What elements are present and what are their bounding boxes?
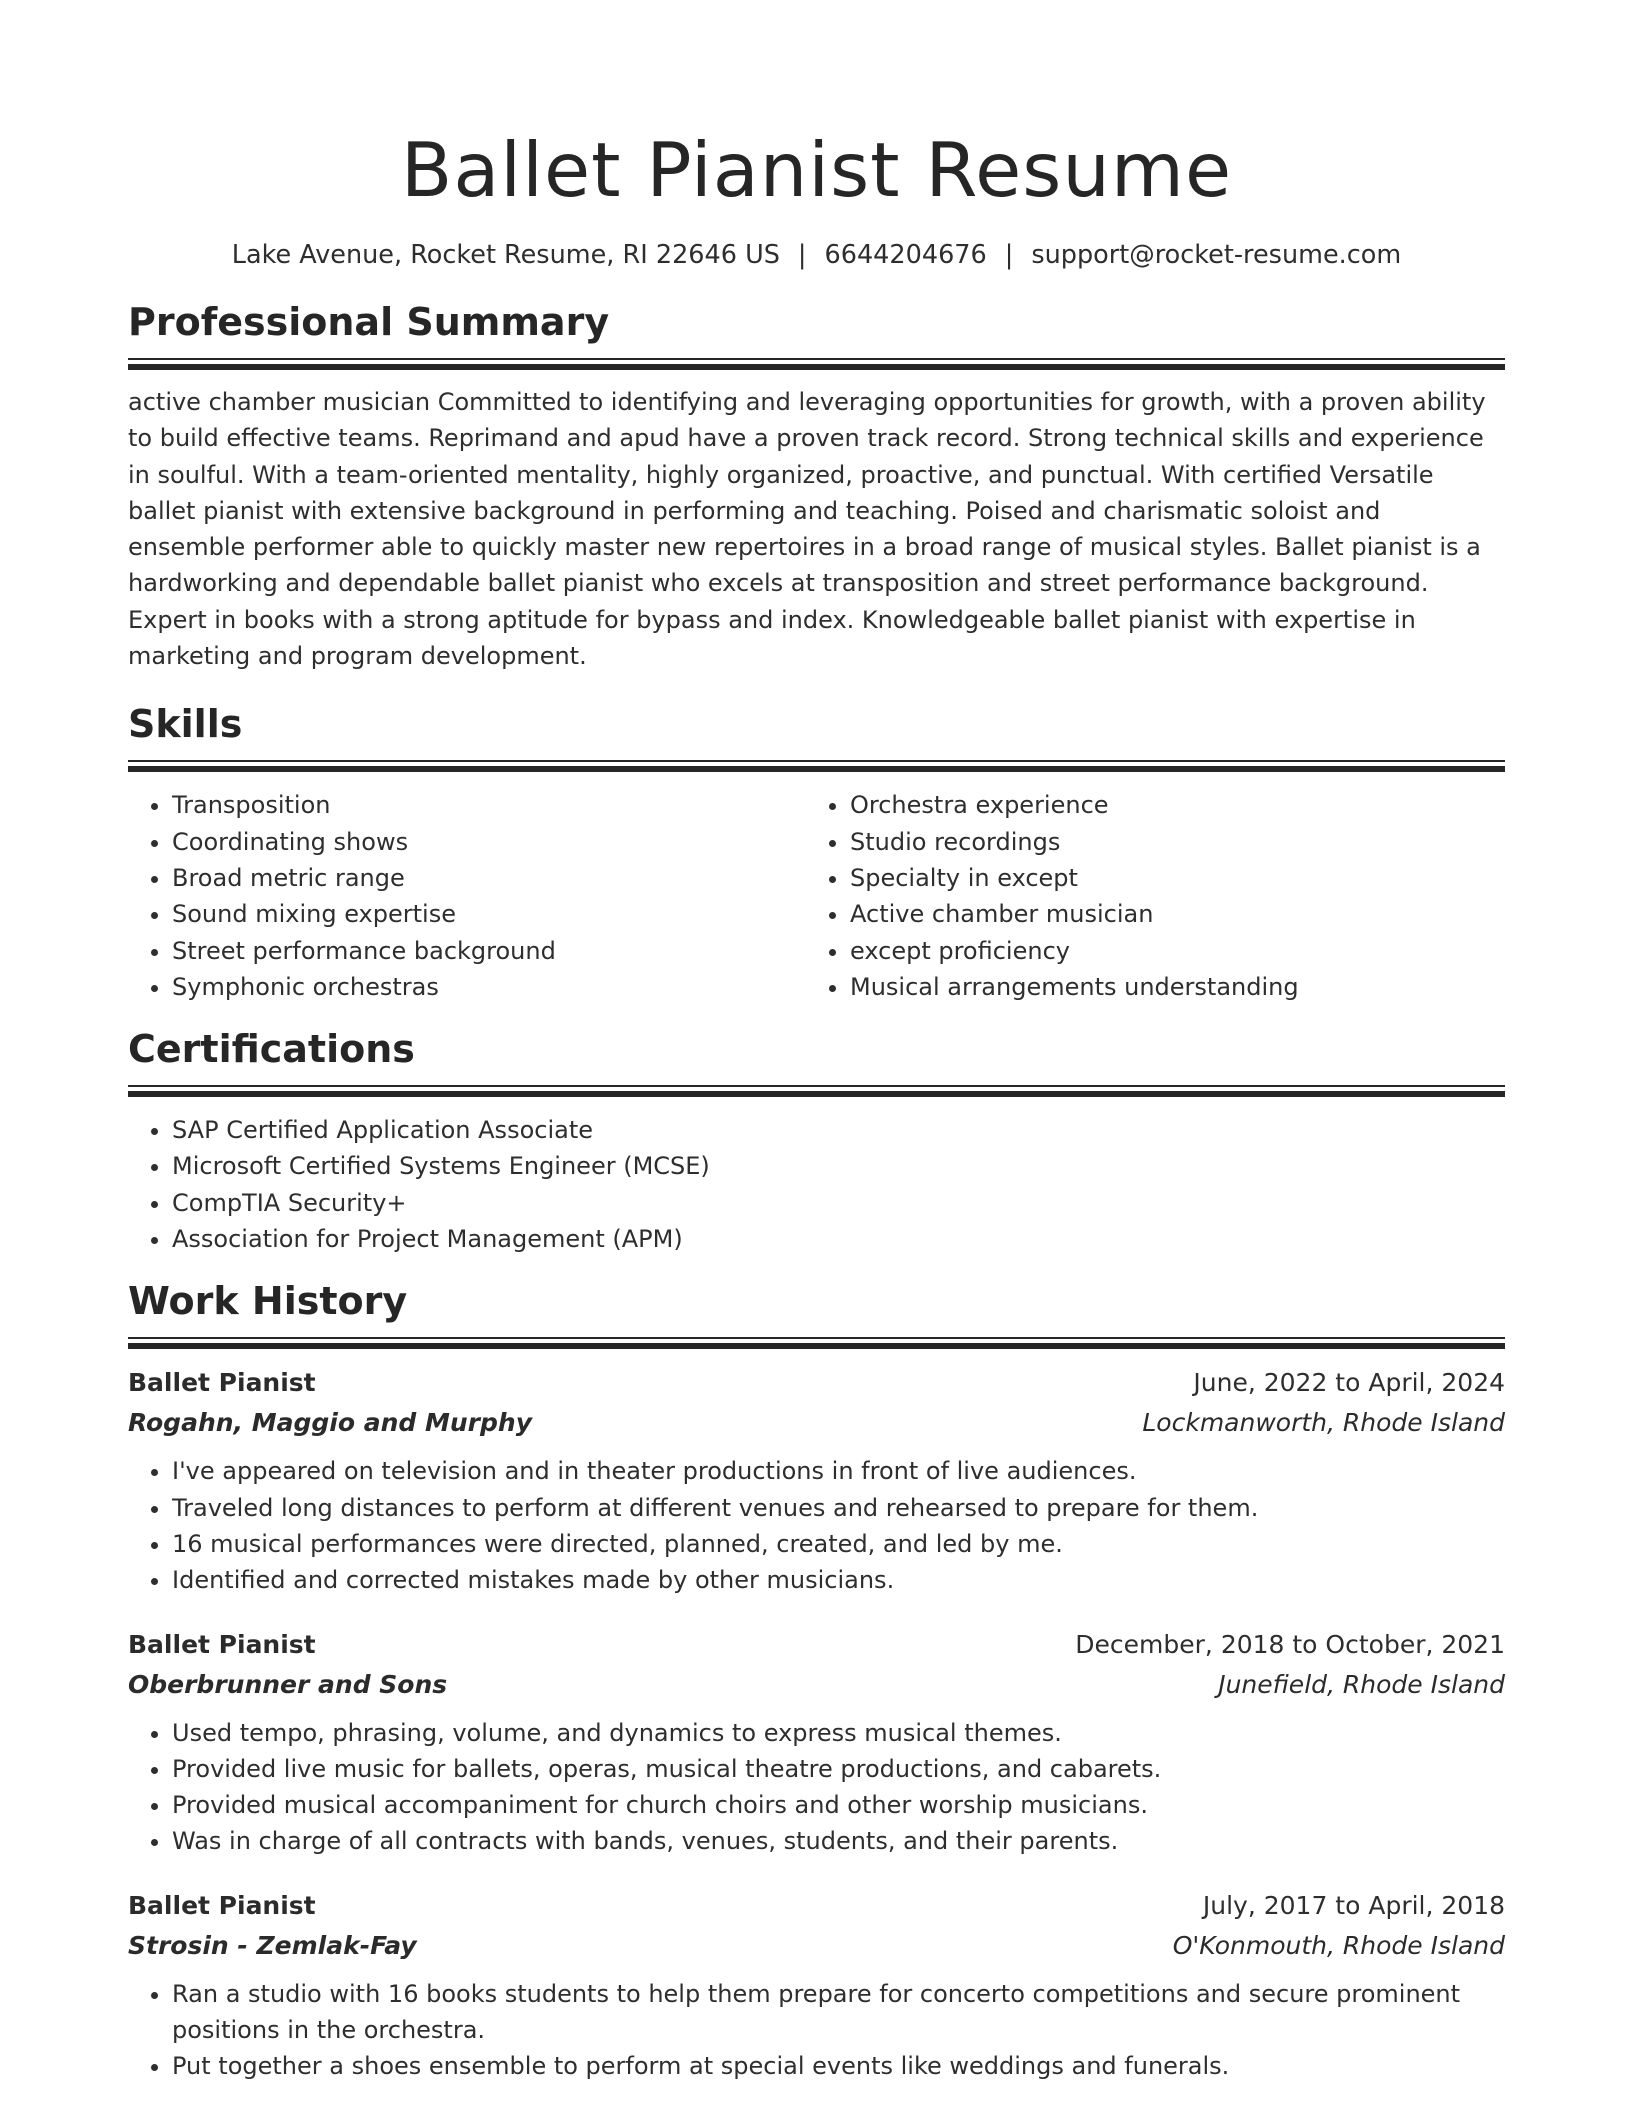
resume-title: Ballet Pianist Resume xyxy=(400,126,1233,214)
job-company: Oberbrunner and Sons xyxy=(128,1669,448,1699)
job-company: Rogahn, Maggio and Murphy xyxy=(128,1408,532,1438)
job-entry xyxy=(128,1625,1505,1860)
job-entry xyxy=(128,1363,1505,1598)
contact-address: Lake Avenue, Rocket Resume, RI 22646 US xyxy=(231,240,780,270)
job-subheader xyxy=(128,1926,1505,1966)
work-history-section xyxy=(128,1277,1505,2084)
skill-item: • Specialty in except xyxy=(850,860,1484,896)
certification-item: • Association for Project Management (APM) xyxy=(172,1221,1505,1257)
skills-column-right xyxy=(806,787,1484,1005)
certifications-list xyxy=(128,1112,1505,1257)
section-title-work-history: Work History xyxy=(128,1279,408,1324)
skill-item: • Transposition xyxy=(172,787,806,823)
job-header xyxy=(128,1886,1505,1926)
job-subheader xyxy=(128,1665,1505,1705)
job-bullet: • Put together a shoes ensemble to perform at special events like weddings and funerals. xyxy=(172,2048,1505,2084)
job-location: Lockmanworth, Rhode Island xyxy=(1142,1408,1505,1438)
job-title: Ballet Pianist xyxy=(128,1368,316,1398)
resume-page xyxy=(128,0,1505,2085)
skills-section xyxy=(128,700,1505,1005)
job-location: Junefield, Rhode Island xyxy=(1218,1669,1505,1699)
skill-item: • Sound mixing expertise xyxy=(172,896,806,932)
job-bullets xyxy=(128,1453,1505,1598)
job-header xyxy=(128,1363,1505,1403)
job-bullet: • 16 musical performances were directed, planned, created, and led by me. xyxy=(172,1526,1505,1562)
certification-item: • Microsoft Certified Systems Engineer (MCSE) xyxy=(172,1148,1505,1184)
skill-item: • Symphonic orchestras xyxy=(172,969,806,1005)
job-subheader xyxy=(128,1403,1505,1443)
section-divider xyxy=(128,760,1505,772)
certification-item: • SAP Certified Application Associate xyxy=(172,1112,1505,1148)
job-bullet: • Traveled long distances to perform at different venues and rehearsed to prepare for them. xyxy=(172,1490,1505,1526)
job-bullet: • Ran a studio with 16 books students to help them prepare for concerto competitions and secure prominent positions in the orchestra. xyxy=(172,1976,1505,2049)
skill-item: • Coordinating shows xyxy=(172,824,806,860)
certifications-section xyxy=(128,1025,1505,1257)
summary-section xyxy=(128,298,1505,674)
job-bullet: • I've appeared on television and in theater productions in front of live audiences. xyxy=(172,1453,1505,1489)
section-divider xyxy=(128,1085,1505,1097)
summary-text: active chamber musician Committed to identifying and leveraging opportunities for growth, with a proven ability to build effective teams. Reprimand and apud have a proven track record. Strong technical skills and experience in soulful. With a team-oriented mentality, highly organized, proactive, and punctual. With certified Versatile ballet pianist with extensive background in performing and teaching. Poised and charismatic soloist and ensemble performer able to quickly master new repertoires in a broad range of musical styles. Ballet pianist is a hardworking and dependable ballet pianist who excels at transposition and street performance background. Expert in books with a strong aptitude for bypass and index. Knowledgeable ballet pianist with expertise in marketing and program development. xyxy=(128,388,1486,671)
job-title: Ballet Pianist xyxy=(128,1629,316,1659)
job-bullet: • Provided live music for ballets, operas, musical theatre productions, and cabarets. xyxy=(172,1751,1505,1787)
section-divider xyxy=(128,1337,1505,1349)
contact-email: support@rocket-resume.com xyxy=(1031,240,1402,270)
job-dates: July, 2017 to April, 2018 xyxy=(1202,1890,1505,1920)
skill-item: • Street performance background xyxy=(172,933,806,969)
section-title-summary: Professional Summary xyxy=(128,300,610,344)
skills-list-left xyxy=(128,787,806,1005)
job-bullets xyxy=(128,1976,1505,2085)
skill-item: • Active chamber musician xyxy=(850,896,1484,932)
job-bullet: • Provided musical accompaniment for church choirs and other worship musicians. xyxy=(172,1787,1505,1823)
skill-item: • Musical arrangements understanding xyxy=(850,969,1484,1005)
contact-separator: | xyxy=(797,240,807,270)
job-header xyxy=(128,1625,1505,1665)
job-company: Strosin - Zemlak-Fay xyxy=(128,1930,417,1960)
skill-item: • Orchestra experience xyxy=(850,787,1484,823)
certification-item: • CompTIA Security+ xyxy=(172,1185,1505,1221)
job-bullet: • Was in charge of all contracts with bands, venues, students, and their parents. xyxy=(172,1823,1505,1859)
skill-item: • Broad metric range xyxy=(172,860,806,896)
skill-item: • Studio recordings xyxy=(850,824,1484,860)
job-dates: December, 2018 to October, 2021 xyxy=(1075,1629,1505,1659)
skills-column-left xyxy=(128,787,806,1005)
job-bullet: • Identified and corrected mistakes made by other musicians. xyxy=(172,1562,1505,1598)
job-bullet: • Used tempo, phrasing, volume, and dynamics to express musical themes. xyxy=(172,1715,1505,1751)
section-title-certifications: Certifications xyxy=(128,1027,415,1072)
skills-grid xyxy=(128,787,1505,1005)
job-bullets xyxy=(128,1715,1505,1860)
contact-line xyxy=(128,238,1505,272)
job-entry xyxy=(128,1886,1505,2085)
skill-item: • except proficiency xyxy=(850,933,1484,969)
contact-phone: 6644204676 xyxy=(824,240,987,270)
section-title-skills: Skills xyxy=(128,702,243,747)
skills-list-right xyxy=(806,787,1484,1005)
section-divider xyxy=(128,358,1505,370)
job-title: Ballet Pianist xyxy=(128,1890,316,1920)
job-dates: June, 2022 to April, 2024 xyxy=(1193,1368,1505,1398)
job-location: O'Konmouth, Rhode Island xyxy=(1172,1930,1505,1960)
contact-separator: | xyxy=(1004,240,1014,270)
